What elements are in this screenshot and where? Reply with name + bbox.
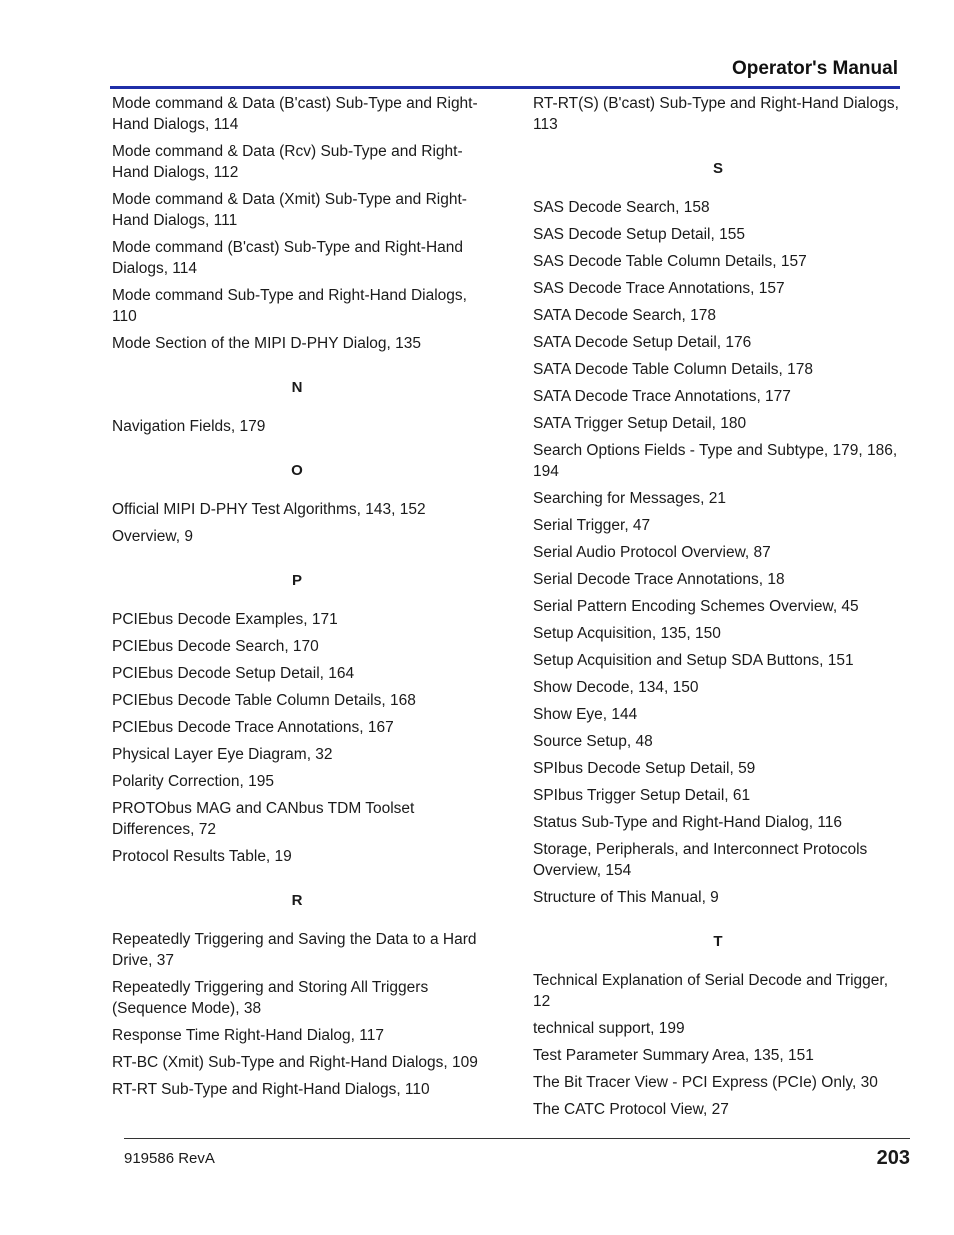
index-entry: SATA Decode Setup Detail, 176 — [533, 334, 752, 351]
index-entry: SPIbus Trigger Setup Detail, 61 — [533, 787, 751, 804]
index-entry: PCIEbus Decode Setup Detail, 164 — [112, 665, 355, 682]
index-entry: Overview, 9 — [112, 528, 193, 545]
index-entry: Show Decode, 134, 150 — [533, 679, 699, 696]
page-number: 203 — [876, 1147, 910, 1169]
index-entry: Mode command & Data (B'cast) Sub-Type and Right-Hand Dialogs, 114 — [112, 95, 478, 133]
index-entry: SAS Decode Trace Annotations, 157 — [533, 280, 785, 297]
index-entry: SAS Decode Table Column Details, 157 — [533, 253, 807, 270]
index-entry: Official MIPI D-PHY Test Algorithms, 143, 152 — [112, 501, 426, 518]
index-entry: PCIEbus Decode Table Column Details, 168 — [112, 692, 416, 709]
index-entry: RT-RT Sub-Type and Right-Hand Dialogs, 110 — [112, 1081, 430, 1098]
index-column-right — [533, 93, 903, 1126]
index-entry: Test Parameter Summary Area, 135, 151 — [533, 1047, 814, 1064]
index-entry: Serial Decode Trace Annotations, 18 — [533, 571, 785, 588]
index-entry: PROTObus MAG and CANbus TDM Toolset Differences, 72 — [112, 800, 415, 838]
page-header-title: Operator's Manual — [731, 58, 898, 79]
index-section-letter: N — [291, 379, 303, 396]
index-entry: SATA Trigger Setup Detail, 180 — [533, 415, 747, 432]
index-section-letter: R — [291, 892, 303, 909]
index-entry: technical support, 199 — [533, 1020, 685, 1037]
index-entry: Setup Acquisition and Setup SDA Buttons, 151 — [533, 652, 854, 669]
index-entry: Mode command (B'cast) Sub-Type and Right-Hand Dialogs, 114 — [112, 239, 464, 277]
index-section-letter: O — [291, 462, 303, 479]
index-entry: SPIbus Decode Setup Detail, 59 — [533, 760, 756, 777]
index-entry: Storage, Peripherals, and Interconnect Protocols Overview, 154 — [533, 841, 868, 879]
index-entry: Serial Pattern Encoding Schemes Overview, 45 — [533, 598, 859, 615]
document-id: 919586 RevA — [124, 1150, 215, 1167]
index-entry: RT-BC (Xmit) Sub-Type and Right-Hand Dialogs, 109 — [112, 1054, 478, 1071]
index-entry: Technical Explanation of Serial Decode and Trigger, 12 — [533, 972, 888, 1010]
index-entry: Structure of This Manual, 9 — [533, 889, 719, 906]
index-entry: Source Setup, 48 — [533, 733, 653, 750]
index-entry: Navigation Fields, 179 — [112, 418, 266, 435]
index-entry: SATA Decode Table Column Details, 178 — [533, 361, 814, 378]
index-entry: SAS Decode Setup Detail, 155 — [533, 226, 745, 243]
index-section-letter: P — [291, 572, 302, 589]
index-entry: Response Time Right-Hand Dialog, 117 — [112, 1027, 384, 1044]
index-entry: The CATC Protocol View, 27 — [533, 1101, 729, 1118]
index-entry: SATA Decode Search, 178 — [533, 307, 716, 324]
index-entry: PCIEbus Decode Trace Annotations, 167 — [112, 719, 394, 736]
footer-divider — [124, 1138, 910, 1139]
index-entry: Mode Section of the MIPI D-PHY Dialog, 135 — [112, 335, 422, 352]
index-entry: Protocol Results Table, 19 — [112, 848, 292, 865]
index-entry: Serial Audio Protocol Overview, 87 — [533, 544, 771, 561]
index-entry: SATA Decode Trace Annotations, 177 — [533, 388, 791, 405]
header-divider — [110, 86, 900, 89]
index-entry: Show Eye, 144 — [533, 706, 638, 723]
index-entry: Search Options Fields - Type and Subtype, 179, 186, 194 — [533, 442, 898, 480]
index-entry: Setup Acquisition, 135, 150 — [533, 625, 721, 642]
index-entry: PCIEbus Decode Examples, 171 — [112, 611, 338, 628]
index-entry: Polarity Correction, 195 — [112, 773, 274, 790]
index-entry: Mode command Sub-Type and Right-Hand Dialogs, 110 — [112, 287, 467, 325]
index-section-letter: S — [712, 160, 723, 177]
index-entry: Physical Layer Eye Diagram, 32 — [112, 746, 333, 763]
index-entry: SAS Decode Search, 158 — [533, 199, 710, 216]
index-entry: Searching for Messages, 21 — [533, 490, 726, 507]
index-entry: Mode command & Data (Rcv) Sub-Type and Right-Hand Dialogs, 112 — [112, 143, 463, 181]
index-entry: Mode command & Data (Xmit) Sub-Type and Right-Hand Dialogs, 111 — [112, 191, 467, 229]
index-entry: PCIEbus Decode Search, 170 — [112, 638, 319, 655]
index-entry: Repeatedly Triggering and Storing All Triggers (Sequence Mode), 38 — [112, 979, 429, 1017]
index-entry: RT-RT(S) (B'cast) Sub-Type and Right-Hand Dialogs, 113 — [533, 95, 899, 133]
index-entry: Serial Trigger, 47 — [533, 517, 651, 534]
index-column-left — [112, 93, 482, 1106]
index-section-letter: T — [713, 933, 723, 950]
index-entry: Status Sub-Type and Right-Hand Dialog, 116 — [533, 814, 843, 831]
index-entry: The Bit Tracer View - PCI Express (PCIe) Only, 30 — [533, 1074, 878, 1091]
index-entry: Repeatedly Triggering and Saving the Data to a Hard Drive, 37 — [112, 931, 477, 969]
